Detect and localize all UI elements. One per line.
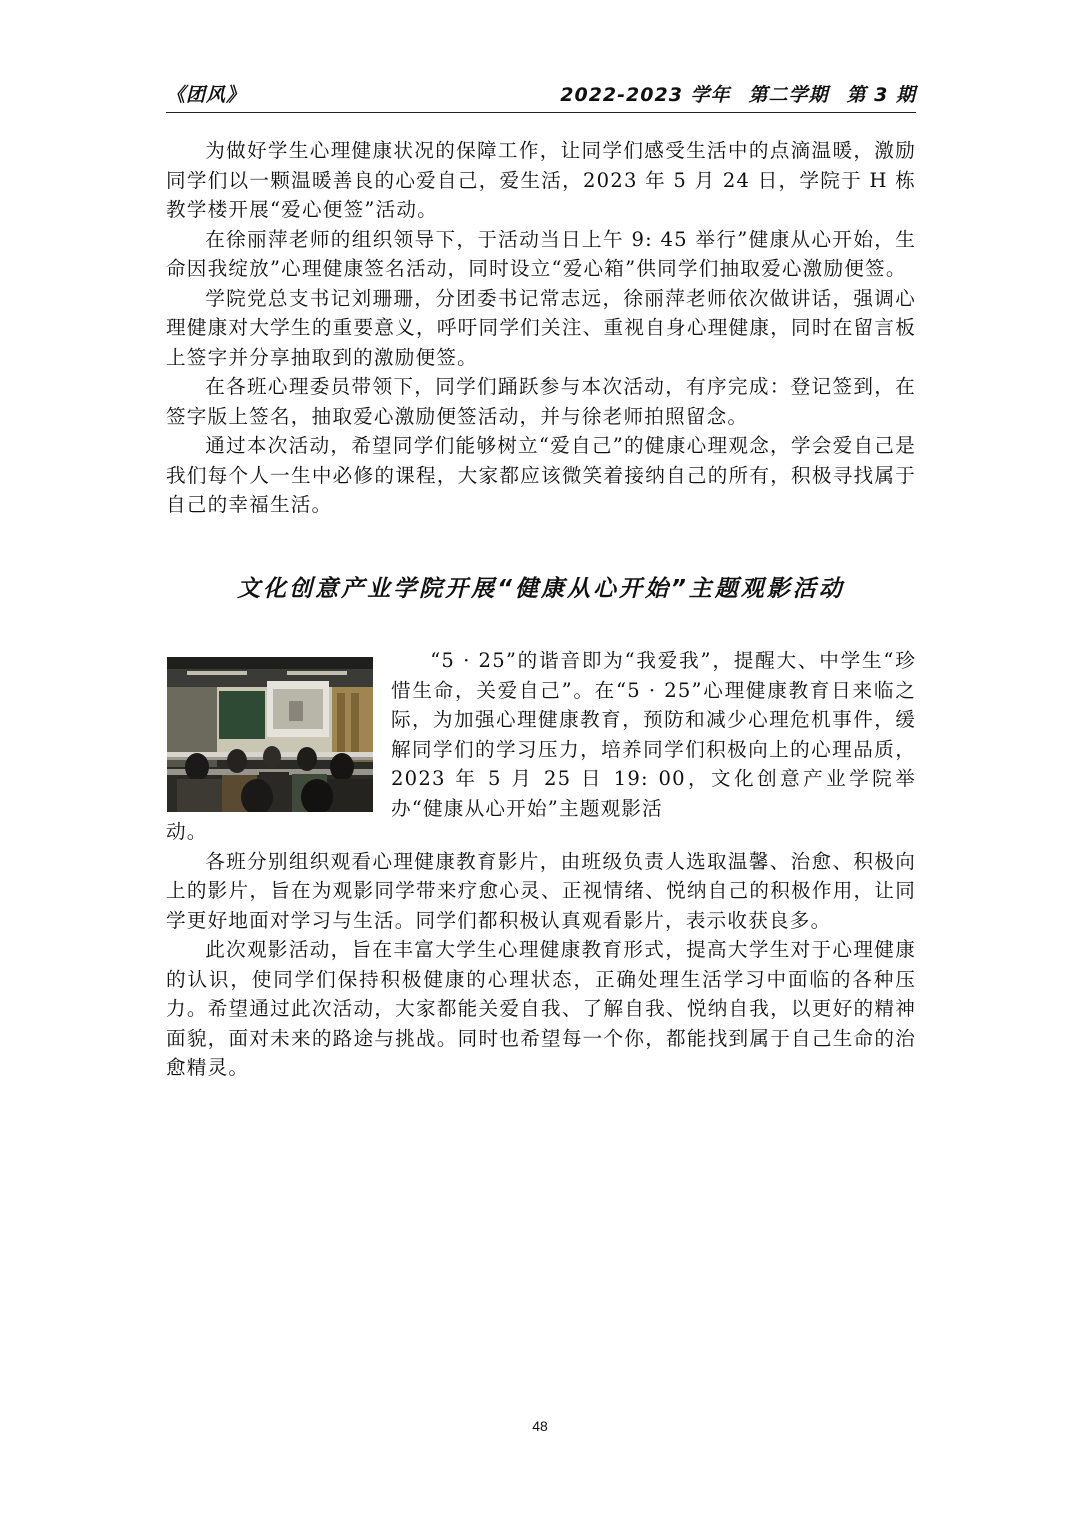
paragraph: 为做好学生心理健康状况的保障工作，让同学们感受生活中的点滴温暖，激励同学们以一颗温暖善良的心爱自己，爱生活，2023 年 5 月 24 日，学院于 H 栋教学楼开展“爱心便签”活动。: [166, 139, 916, 221]
article2-body: [166, 817, 916, 1083]
page-number: 48: [532, 1418, 548, 1434]
article2-title: 文化创意产业学院开展“健康从心开始”主题观影活动: [237, 576, 845, 602]
semester: 第二学期: [748, 84, 829, 106]
paragraph: 在徐丽萍老师的组织领导下，于活动当日上午 9: 45 举行”健康从心开始，生命因我绽放”心理健康签名活动，同时设立“爱心箱”供同学们抽取爱心激励便签。: [166, 227, 916, 280]
publication-name: 《团风》: [166, 84, 247, 106]
paragraph: “5 · 25”的谐音即为“我爱我”，提醒大、中学生“珍惜生命，关爱自己”。在“5 · 25”心理健康教育日来临之际，为加强心理健康教育，预防和减少心理危机事件，缓解同学们的学习压力，培养同学们积极向上的心理品质，2023 年 5 月 25 日 19: 00，文化创意产业学院举办“健康从心开始”主题观影活: [391, 649, 916, 820]
paragraph: 通过本次活动，希望同学们能够树立“爱自己”的健康心理观念，学会爱自己是我们每个人一生中必修的课程，大家都应该微笑着接纳自己的所有，积极寻找属于自己的幸福生活。: [166, 434, 916, 516]
issue-info: [560, 80, 916, 107]
article1-body: [166, 136, 916, 520]
paragraph-continuation: 动。: [166, 820, 208, 843]
academic-year: 2022-2023 学年: [560, 84, 731, 106]
screening-photo: [167, 657, 373, 812]
paragraph: 各班分别组织观看心理健康教育影片，由班级负责人选取温馨、治愈、积极向上的影片，旨在为观影同学带来疗愈心灵、正视情绪、悦纳自己的积极作用，让同学更好地面对学习与生活。同学们都积极认真观看影片，表示收获良多。: [166, 849, 916, 932]
paragraph: 此次观影活动，旨在丰富大学生心理健康教育形式，提高大学生对于心理健康的认识，使同学们保持积极健康的心理状态，正确处理生活学习中面临的各种压力。希望通过此次活动，大家都能关爱自我、了解自我、悦纳自我，以更好的精神面貌，面对未来的路途与挑战。同时也希望每一个你，都能找到属于自己生命的治愈精灵。: [166, 938, 916, 1079]
page-header: [166, 78, 916, 113]
paragraph: 学院党总支书记刘珊珊，分团委书记常志远，徐丽萍老师依次做讲话，强调心理健康对大学生的重要意义，呼吁同学们关注、重视自身心理健康，同时在留言板上签字并分享抽取到的激励便签。: [166, 286, 916, 369]
paragraph: 在各班心理委员带领下，同学们踊跃参与本次活动，有序完成：登记签到，在签字版上签名，抽取爱心激励便签活动，并与徐老师拍照留念。: [166, 375, 916, 428]
issue-number: 第 3 期: [846, 84, 916, 106]
article2-intro: [391, 646, 916, 823]
